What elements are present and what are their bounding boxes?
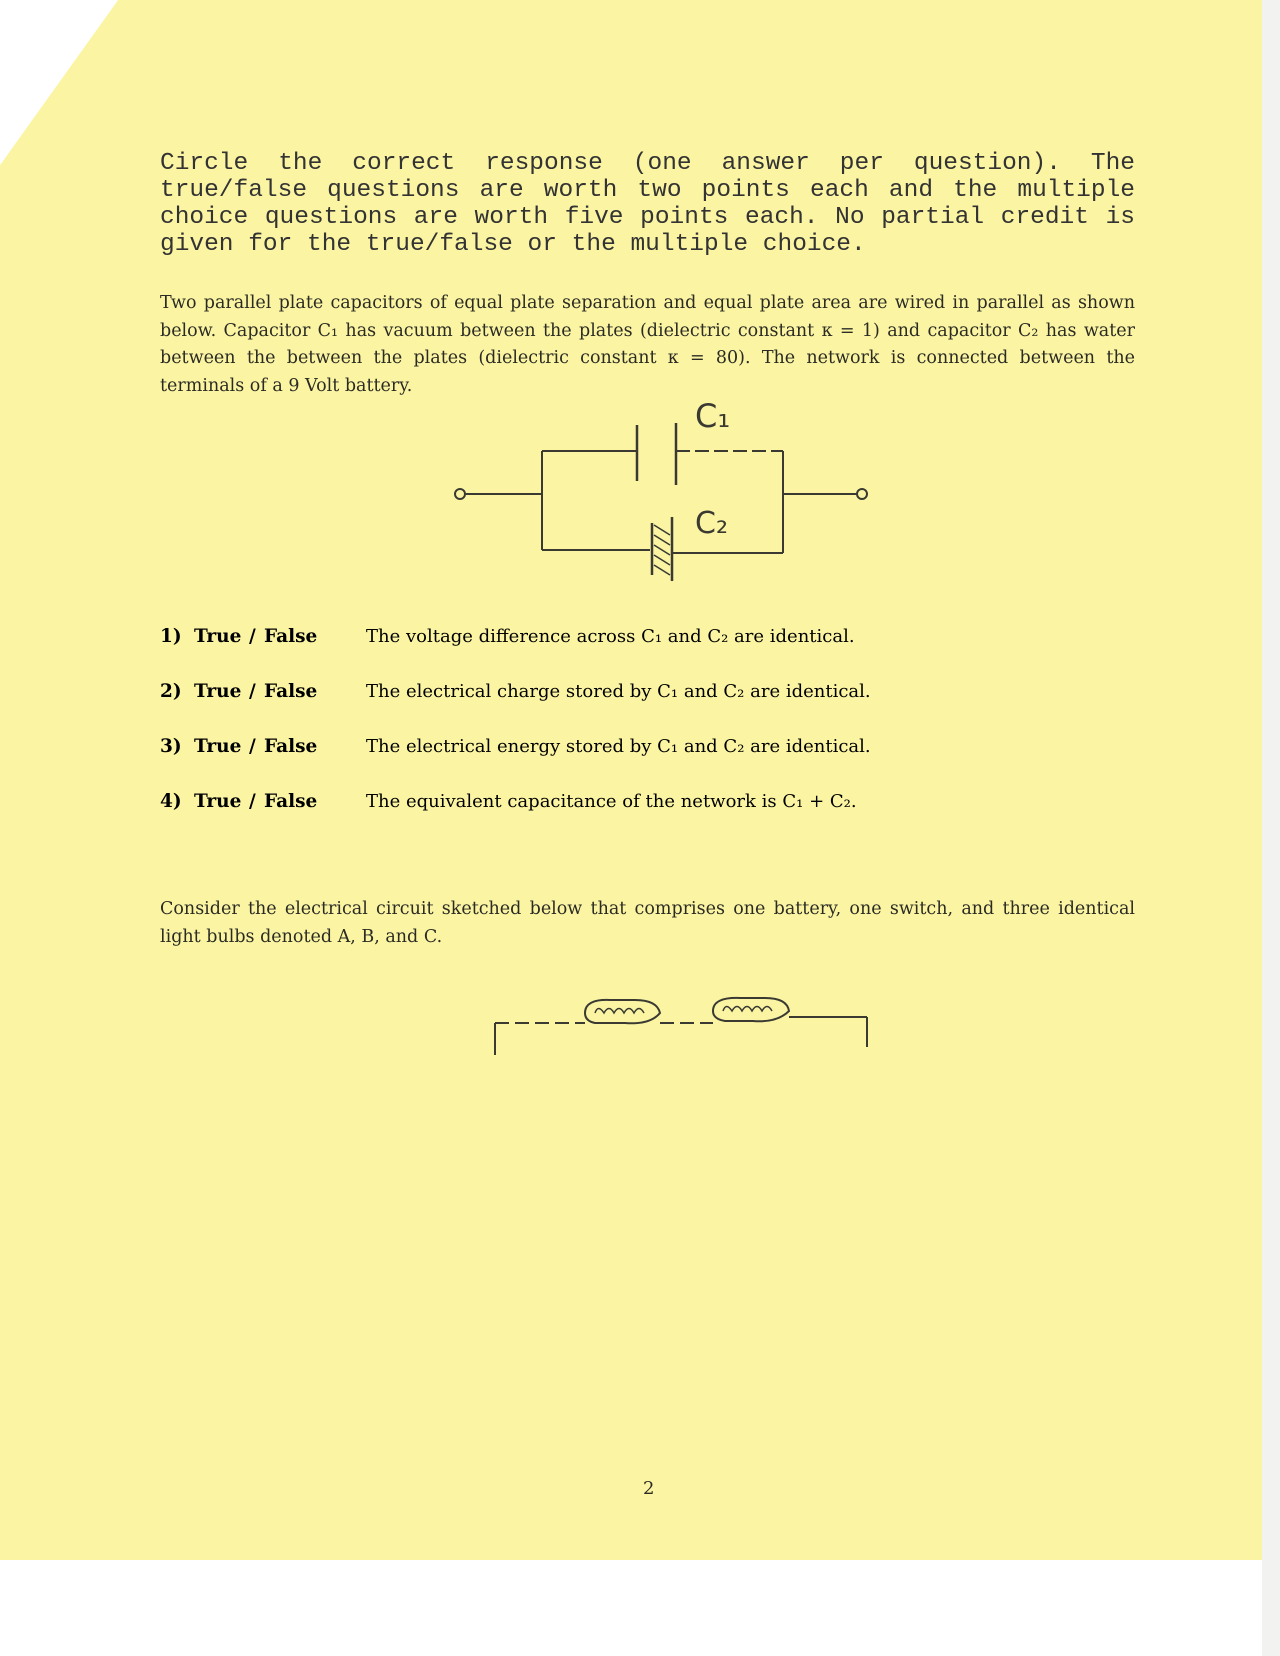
- true-option[interactable]: True: [194, 681, 242, 702]
- question-3-statement: The electrical energy stored by C₁ and C₂ are identical.: [366, 736, 871, 757]
- false-option[interactable]: False: [264, 681, 318, 702]
- capacitor-problem-text: Two parallel plate capacitors of equal plate separation and equal plate area are wired in parallel as shown below. Capacitor C₁ has vacuum between the plates (dielectric constant κ = 1) and capacitor C₂ has water between the between the plates (dielectric constant κ = 80). The network is connected between the terminals of a 9 Volt battery.: [160, 293, 1135, 396]
- question-2-statement: The electrical charge stored by C₁ and C₂ are identical.: [366, 681, 871, 702]
- true-option[interactable]: True: [194, 791, 242, 812]
- question-4: 4) True / False: [160, 791, 318, 812]
- c2-label: C₂: [695, 506, 728, 541]
- c1-label: C₁: [695, 397, 731, 435]
- false-option[interactable]: False: [264, 791, 318, 812]
- right-terminal: [857, 489, 867, 499]
- question-2: 2) True / False: [160, 681, 318, 702]
- question-1-statement: The voltage difference across C₁ and C₂ are identical.: [366, 626, 855, 647]
- capacitor-circuit-diagram: [440, 395, 880, 585]
- true-option[interactable]: True: [194, 736, 242, 757]
- question-3: 3) True / False: [160, 736, 318, 757]
- left-terminal: [455, 489, 465, 499]
- false-option[interactable]: False: [264, 736, 318, 757]
- question-4-statement: The equivalent capacitance of the network is C₁ + C₂.: [366, 791, 857, 812]
- page-number: 2: [643, 1478, 655, 1499]
- question-1: 1) True / False: [160, 626, 318, 647]
- instructions-text: Circle the correct response (one answer per question). The true/false questions are worth two points each and the multiple choice questions are worth five points each. No partial credit is given for the true/false or the multiple choice.: [160, 150, 1135, 258]
- false-option[interactable]: False: [264, 626, 318, 647]
- bulb-circuit-problem-text: Consider the electrical circuit sketched below that comprises one battery, one switch, and three identical light bulbs denoted A, B, and C.: [160, 899, 1135, 947]
- bulb-circuit-diagram: [395, 955, 1065, 1170]
- true-option[interactable]: True: [194, 626, 242, 647]
